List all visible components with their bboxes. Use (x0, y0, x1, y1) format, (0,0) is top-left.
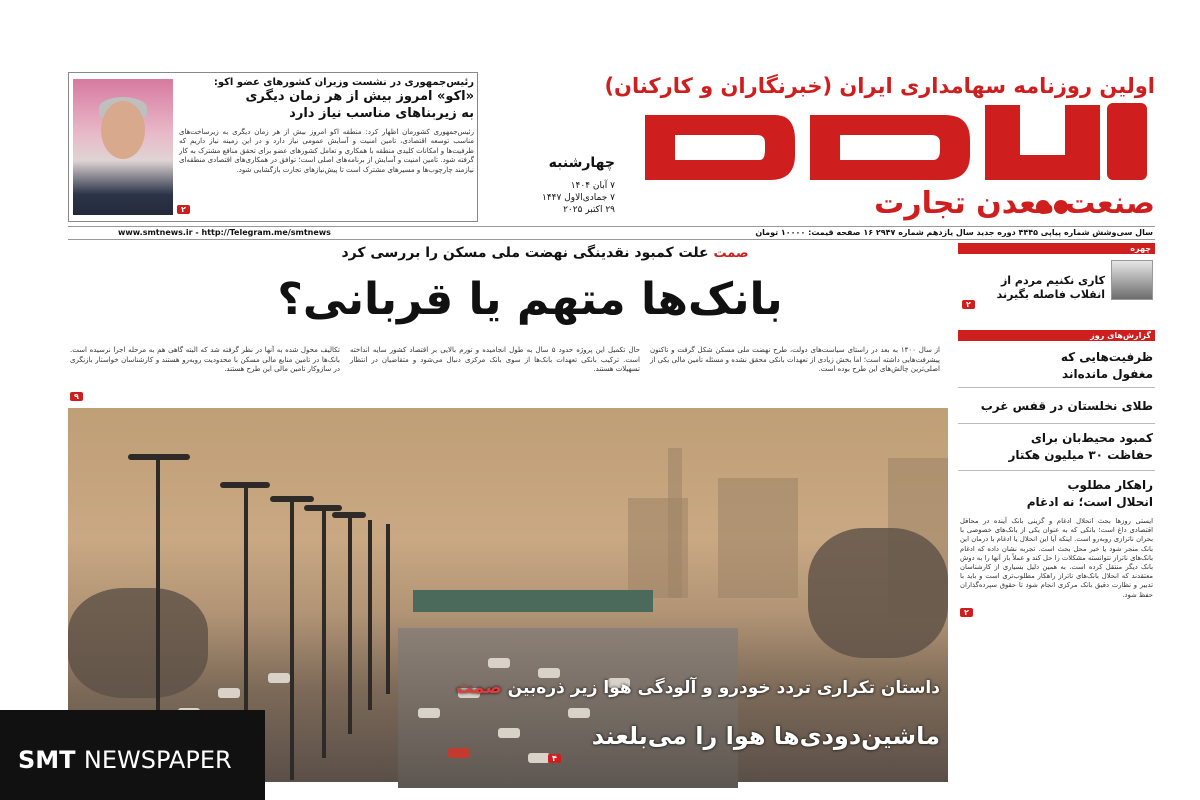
article-body: ایستی روزها بحث انحلال ادغام و گزینی بانک آینده در محافل اقتصادی داغ است؛ بانکی که به عنوان یکی از بانک‌های خصوصی با بحران ناترازی روبه‌رو است. اینکه آیا این انحلال یا ادغام با درمان این بانک منجر شود یا خیر محل بحث است. تجربه نشان داده که ادغام بانک‌های ناتراز نتوانسته مشکلات را حل کند و عملاً بار آنها را به دوش بانک دیگر منتقل کرده است. به همین دلیل بسیاری از کارشناسان معتقدند که انحلال بانک‌های ناتراز راهکار مطلوب‌تری است و باید با تدبیر و نظارت دقیق بانک مرکزی انجام شود تا حقوق سپرده‌گذاران حفظ شود. (960, 517, 1153, 599)
sidebar-item-capacities[interactable] (958, 341, 1155, 388)
website-links[interactable]: www.smtnews.ir - http://Telegram.me/smtnews (118, 228, 331, 237)
logo-subtitle: صنعت معدن تجارت (874, 186, 1155, 221)
issue-strip (68, 226, 1155, 240)
face-page-badge: ۲ (962, 300, 975, 309)
face-box[interactable] (958, 254, 1155, 314)
article-title-1: راهکار مطلوب (1067, 478, 1153, 492)
watermark-light: NEWSPAPER (83, 746, 232, 774)
date-solar: ۷ آبان ۱۴۰۴ (570, 181, 615, 191)
sidebar-item-rangers[interactable] (958, 424, 1155, 471)
lead-column-right: از سال ۱۴۰۰ به بعد در راستای سیاست‌های دولت، طرح نهضت ملی مسکن شکل گرفت و تاکنون پیشرفت‌هایی داشته است؛ اما بخش زیادی از تعهدات بانکی محقق نشده و مسئله تامین مالی یکی از اصلی‌ترین چالش‌های این طرح بوده است. (650, 346, 941, 374)
top-news-body: رئیس‌جمهوری کشورمان اظهار کرد: منطقه اکو امروز بیش از هر زمان دیگری به زیرساخت‌های مناسب توسعه اقتصادی، تامین امنیت و آسایش عمومی نیاز دارد و در این زمینه نیاز داریم که ظرفیت‌ها و امکانات کلیدی منطقه با همکاری و تعامل کشورهای عضو برای تحقق منافع مشترک به کار گرفته شود. تامین امنیت و آسایش از برنامه‌های اصلی است؛ توافق در همکاری‌های اقتصادی منطقه‌ای نیازمند چارچوب‌ها و مسیرهای مشترک است تا پیش‌نیازهای تجارت بازگشایی شود. (179, 128, 474, 174)
face-quote: کاری نکنیم مردم از انقلاب فاصله بگیرند (996, 274, 1105, 301)
lead-headline[interactable]: بانک‌ها متهم یا قربانی؟ (277, 274, 783, 325)
lead-kicker-text: علت کمبود نقدینگی نهضت ملی مسکن را بررسی کرد (341, 245, 709, 261)
top-news-title-1: «اکو» امروز بیش از هر زمان دیگری (245, 89, 474, 104)
sidebar-item-palm[interactable] (958, 388, 1155, 424)
president-photo (73, 79, 173, 215)
photo-headline[interactable]: ماشین‌دودی‌ها هوا را می‌بلعند (591, 722, 940, 750)
photo-caption-brand: صمت (455, 678, 502, 698)
top-news-box[interactable] (68, 72, 478, 222)
photo-page-badge: ۴ (548, 754, 561, 763)
lead-page-badge: ۹ (70, 392, 83, 401)
lead-column-left: تکالیف محول شده به آنها در نظر گرفته شد که البته گاهی هم به مرحله اجرا نرسیده است. بانک‌ها در تامین منابع مالی مسکن با محدودیت روبه‌رو هستند و کارشناسان خواستار بازنگری در سازوکار تامین مالی این طرح هستند. (70, 346, 340, 374)
top-news-page-badge: ۲ (177, 205, 190, 214)
sidebar-section-reports: گزارش‌های روز (958, 330, 1155, 341)
photo-caption-text: داستان تکراری تردد خودرو و آلودگی هوا زیر ذره‌بین (507, 678, 940, 698)
article-title-2: انحلال است؛ نه ادغام (1026, 495, 1153, 509)
photo-caption-kicker (340, 678, 940, 698)
sidebar-article[interactable] (958, 471, 1155, 625)
watermark-bold: SMT (18, 746, 76, 774)
masthead-tagline: اولین روزنامه سهامداری ایران (خبرنگاران و کارکنان) (604, 74, 1155, 98)
smt-newspaper-watermark (0, 710, 265, 800)
date-lunar: ۷ جمادی‌الاول ۱۴۴۷ (542, 193, 615, 203)
sidebar-item-title: کمبود محیط‌بان برای حفاظت ۳۰ میلیون هکتار (1008, 431, 1153, 462)
top-news-title-2: به زیربناهای مناسب نیاز دارد (289, 106, 474, 121)
date-gregorian: ۲۹ اکتبر ۲۰۲۵ (563, 205, 615, 215)
article-page-badge: ۲ (960, 608, 973, 617)
lead-kicker-brand: صمت (713, 246, 749, 261)
sidebar-item-title: طلای نخلستان در قفس غرب (980, 399, 1153, 413)
lead-kicker (260, 245, 830, 261)
right-sidebar (958, 243, 1155, 788)
lead-column-middle: حال تکمیل این پروژه حدود ۵ سال به طول انجامیده و تورم بالایی بر اقتصاد کشور سایه انداخته است. ترکیب بانکی تعهدات بانک‌ها از سوی بانک مرکزی دنبال می‌شود و متقاضیان در انتظار تسهیلات هستند. (350, 346, 640, 374)
sidebar-section-face: چهره (958, 243, 1155, 254)
top-news-kicker: رئیس‌جمهوری در نشست وزیران کشورهای عضو اکو: (213, 77, 474, 88)
sidebar-item-title: ظرفیت‌هایی که مغفول مانده‌اند (1060, 350, 1153, 381)
portrait-photo (1111, 260, 1153, 300)
issue-weekday: چهارشنبه (548, 155, 615, 171)
issue-dates (520, 180, 615, 216)
issue-info: سال سی‌وشش شماره پیاپی ۴۴۴۵ دوره جدید سال یازدهم شماره ۲۹۴۷ ۱۶ صفحه قیمت: ۱۰۰۰۰ تومان (755, 228, 1153, 237)
